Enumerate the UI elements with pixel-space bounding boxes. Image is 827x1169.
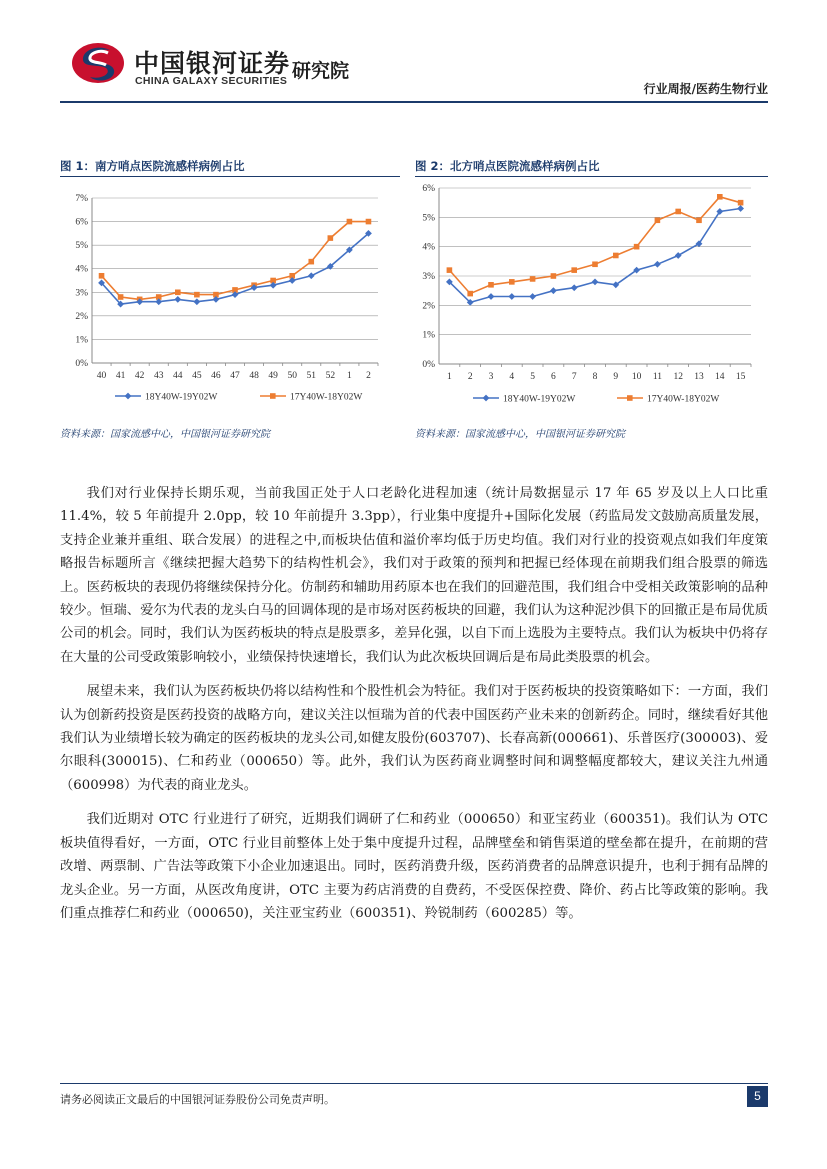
legend-label: 17Y40W-18Y02W [647,394,720,405]
company-name-cn: 中国银河证券 [134,49,291,78]
figure-1-rule [60,176,400,177]
data-point [488,282,494,288]
header-divider [60,101,768,103]
y-tick-label: 4% [75,264,88,275]
x-tick-label: 48 [249,371,259,381]
figure-2-chart-svg [415,178,768,418]
data-point [175,289,181,295]
figure-2-source: 资料来源：国家流感中心，中国银河证券研究院 [415,429,625,440]
y-tick-label: 4% [422,242,435,253]
x-tick-label: 42 [134,371,145,381]
y-tick-label: 0% [422,360,435,370]
data-point [571,267,577,273]
y-tick-label: 3% [422,272,435,282]
x-tick-label: 47 [230,371,240,381]
data-point [508,293,515,300]
data-point [613,253,619,259]
data-point [655,217,661,223]
x-tick-label: 8 [592,372,598,382]
data-point [99,273,105,279]
legend-label: 17Y40W-18Y02W [290,392,363,403]
x-tick-label: 15 [735,372,746,382]
y-tick-label: 1% [422,330,435,341]
data-point [308,272,315,279]
legend-marker [483,395,490,402]
galaxy-logo-icon [70,40,126,86]
x-tick-label: 6 [551,372,556,382]
data-point [488,293,495,300]
y-tick-label: 6% [75,217,88,228]
y-tick-label: 5% [422,213,435,224]
x-tick-label: 51 [306,371,317,381]
data-point [550,287,557,294]
figure-2-title: 图 2：北方哨点医院流感样病例占比 [415,159,600,173]
data-point [447,267,453,273]
x-tick-label: 43 [153,371,164,381]
data-point [592,278,599,285]
data-point [118,294,124,300]
paragraph-2: 展望未来，我们认为医药板块仍将以结构性和个股性机会为特征。我们对于医药板块的投资策略如下：一方面，我们认为创新药投资是医药投资的战略方向，建议关注以恒瑞为首的代表中国医药产业未来的创新药企。同时，继续看好其他我们认为业绩增长较为确定的医药板块的龙头公司,如健友股份(603707)、长春高新(000661)、乐普医疗(300003)、爱尔眼科(300015)、仁和药业（000650）等。此外，我们认为医药商业调整时间和调整幅度都较大，建议关注九州通（600998）为代表的商业龙头。 [60,684,768,793]
y-tick-label: 2% [422,301,435,312]
data-point [194,292,200,298]
x-tick-label: 45 [192,371,202,381]
x-tick-label: 4 [509,372,515,382]
data-point [592,261,598,267]
x-tick-label: 49 [268,371,278,381]
data-point [174,296,181,303]
data-point [571,284,578,291]
x-tick-label: 11 [652,372,662,382]
data-point [738,200,744,206]
data-point [193,298,200,305]
legend-marker [627,395,633,401]
figure-1-chart-svg [60,178,400,418]
y-tick-label: 6% [422,184,435,194]
legend-label: 18Y40W-19Y02W [503,394,576,405]
y-tick-label: 5% [75,241,88,252]
data-point [530,276,536,282]
x-tick-label: 3 [488,372,494,382]
paragraph-3: 我们近期对 OTC 行业进行了研究，近期我们调研了仁和药业（000650）和亚宝药业（600351)。我们认为 OTC 板块值得看好，一方面，OTC 行业目前整体上处于集中度提升过程，品牌壁垒和销售渠道的壁垒都在提升，在前期的营改增、两票制、广告法等政策下小企业加速退出。同时，医药消费升级，医药消费者的品牌意识提升，也利于拥有品牌的龙头企业。另一方面，从医改角度讲，OTC 主要为药店消费的自费药，不受医保控费、降价、药占比等政策的影响。我们重点推荐仁和药业（000650)，关注亚宝药业（600351)、羚锐制药（600285）等。 [60,812,768,921]
data-point [467,291,473,297]
data-point [737,205,744,212]
x-tick-label: 7 [571,372,577,382]
y-tick-label: 2% [75,311,88,322]
x-tick-label: 52 [325,371,336,381]
x-tick-label: 14 [715,372,725,382]
x-tick-label: 9 [613,372,619,382]
y-tick-label: 1% [75,335,88,346]
x-tick-label: 2 [467,372,473,382]
figure-1-title: 图 1：南方哨点医院流感样病例占比 [60,159,245,173]
x-tick-label: 46 [211,371,221,381]
data-point [696,217,702,223]
paragraph-1: 我们对行业保持长期乐观，当前我国正处于人口老龄化进程加速（统计局数据显示 17 年 65 岁及以上人口比重 11.4%，较 5 年前提升 2.0pp，较 10 年前提升 3.3pp），行业集中度提升+国际化发展（药监局发文鼓励高质量发展，支持企业兼并重组、联合发展）的进程之中,而板块估值和溢价率均低于历史均值。我们对行业的投资观点如我们年度策略报告标题所言《继续把握大趋势下的结构性机会》，我们对于政策的预判和把握已经体现在前期我们组合股票的筛选上。医药板块的表现仍将继续保持分化。仿制药和辅助用药原本也在我们的回避范围，我们组合中受相关政策影响的品种较少。恒瑞、爱尔为代表的龙头白马的回调体现的是市场对医药板块的回避，我们认为这种泥沙俱下的回撤正是布局优质公司的机会。同时，我们认为医药板块的特点是股票多，差异化强，以自下而上选股为主要特点。我们认为板块中仍将存在大量的公司受政策影响较小，业绩保持快速增长，我们认为此次板块回调后是布局此类股票的机会。 [60,486,768,665]
figure-1-source: 资料来源：国家流感中心，中国银河证券研究院 [60,429,270,440]
report-type: 行业周报/医药生物行业 [643,82,768,96]
data-point [654,261,661,268]
data-point [675,209,681,215]
x-tick-label: 5 [530,372,535,382]
institute-label: 研究院 [292,60,350,82]
data-point [308,259,314,265]
data-point [509,279,515,285]
x-tick-label: 41 [115,371,126,381]
footer-disclaimer: 请务必阅读正文最后的中国银河证券股份公司免责声明。 [60,1093,335,1106]
data-point [675,252,682,259]
x-tick-label: 13 [694,372,704,382]
footer-divider [60,1083,768,1084]
data-point [347,219,353,225]
data-point [366,219,372,225]
y-tick-label: 7% [75,194,88,204]
x-tick-label: 12 [673,372,683,382]
legend-label: 18Y40W-19Y02W [145,392,218,403]
data-point [551,273,557,279]
data-point [634,244,640,250]
legend-marker [125,393,132,400]
x-tick-label: 10 [631,372,642,382]
figure-2-chart [415,178,768,418]
x-tick-label: 40 [96,371,107,381]
x-tick-label: 1 [347,371,352,381]
x-tick-label: 44 [173,371,183,381]
legend-marker [270,393,276,399]
x-tick-label: 50 [287,371,297,381]
y-tick-label: 3% [75,288,88,299]
data-point [529,293,536,300]
data-point [717,194,723,200]
y-tick-label: 0% [75,359,88,369]
body-text [60,482,768,936]
x-tick-label: 2 [366,371,371,381]
figure-1-chart [60,178,400,418]
figure-2-rule [415,176,768,177]
page-number: 5 [747,1086,768,1107]
data-point [328,235,334,241]
company-name-en: CHINA GALAXY SECURITIES [135,75,288,87]
x-tick-label: 1 [447,372,452,382]
